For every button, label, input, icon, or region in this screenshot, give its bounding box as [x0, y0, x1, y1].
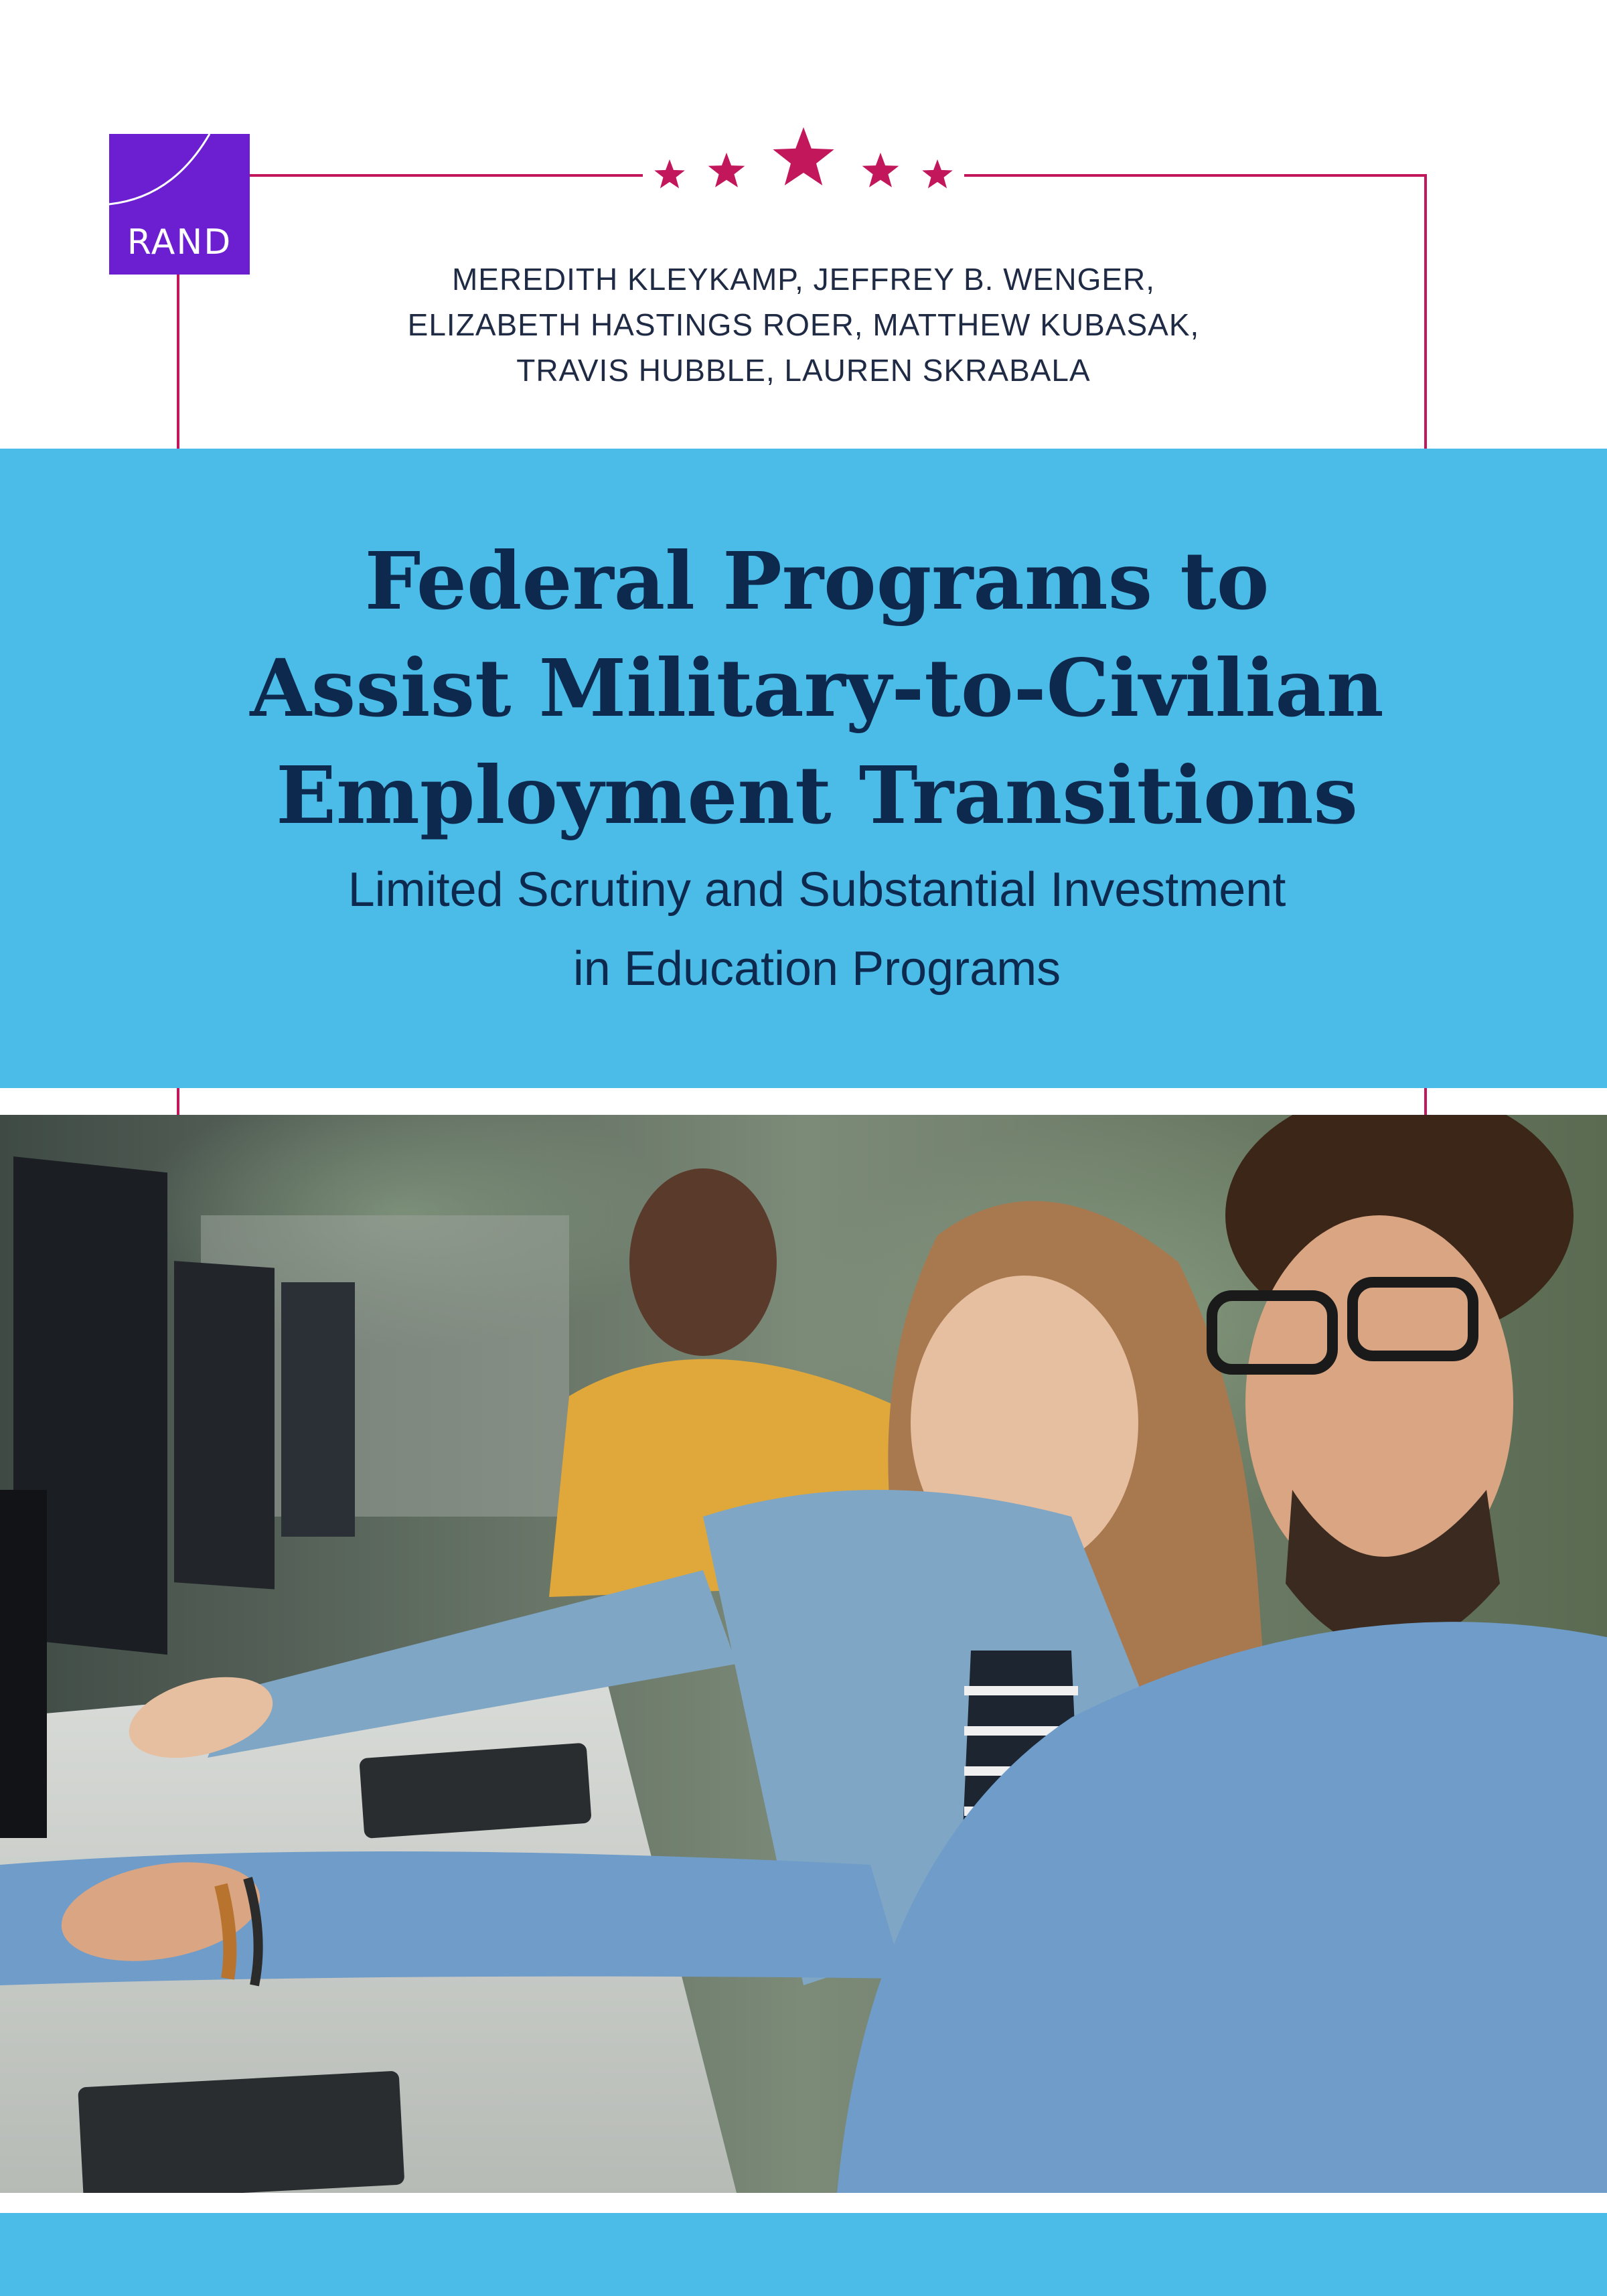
star-icon — [922, 159, 953, 188]
logo-text: RAND — [127, 222, 232, 262]
subtitle-line: in Education Programs — [572, 942, 1061, 996]
report-subtitle — [134, 850, 1500, 1008]
bottom-band — [0, 2213, 1607, 2296]
author-line: ELIZABETH HASTINGS ROER, MATTHEW KUBASAK, — [407, 307, 1200, 342]
author-line: MEREDITH KLEYKAMP, JEFFREY B. WENGER, — [451, 262, 1156, 297]
star-icon — [654, 159, 685, 188]
report-title — [67, 528, 1567, 849]
star-icon-large — [773, 127, 834, 185]
cover-photo — [0, 1115, 1607, 2193]
title-band — [0, 449, 1607, 1088]
title-line: Federal Programs to — [364, 534, 1270, 627]
frame-line-right — [1424, 174, 1427, 449]
frame-line-left-lower — [177, 1088, 179, 1115]
stars-decoration — [643, 121, 964, 201]
frame-line-top-right — [964, 174, 1426, 177]
subtitle-line: Limited Scrutiny and Substantial Investment — [348, 863, 1286, 917]
author-line: TRAVIS HUBBLE, LAUREN SKRABALA — [516, 353, 1091, 388]
rand-logo[interactable] — [109, 134, 250, 275]
title-line: Employment Transitions — [276, 749, 1358, 842]
star-icon — [862, 153, 899, 187]
students-at-computers-image — [0, 1115, 1607, 2193]
frame-line-right-lower — [1424, 1088, 1427, 1115]
author-list — [268, 256, 1339, 393]
star-icon — [708, 153, 745, 187]
title-line: Assist Military-to-Civilian — [250, 641, 1384, 735]
